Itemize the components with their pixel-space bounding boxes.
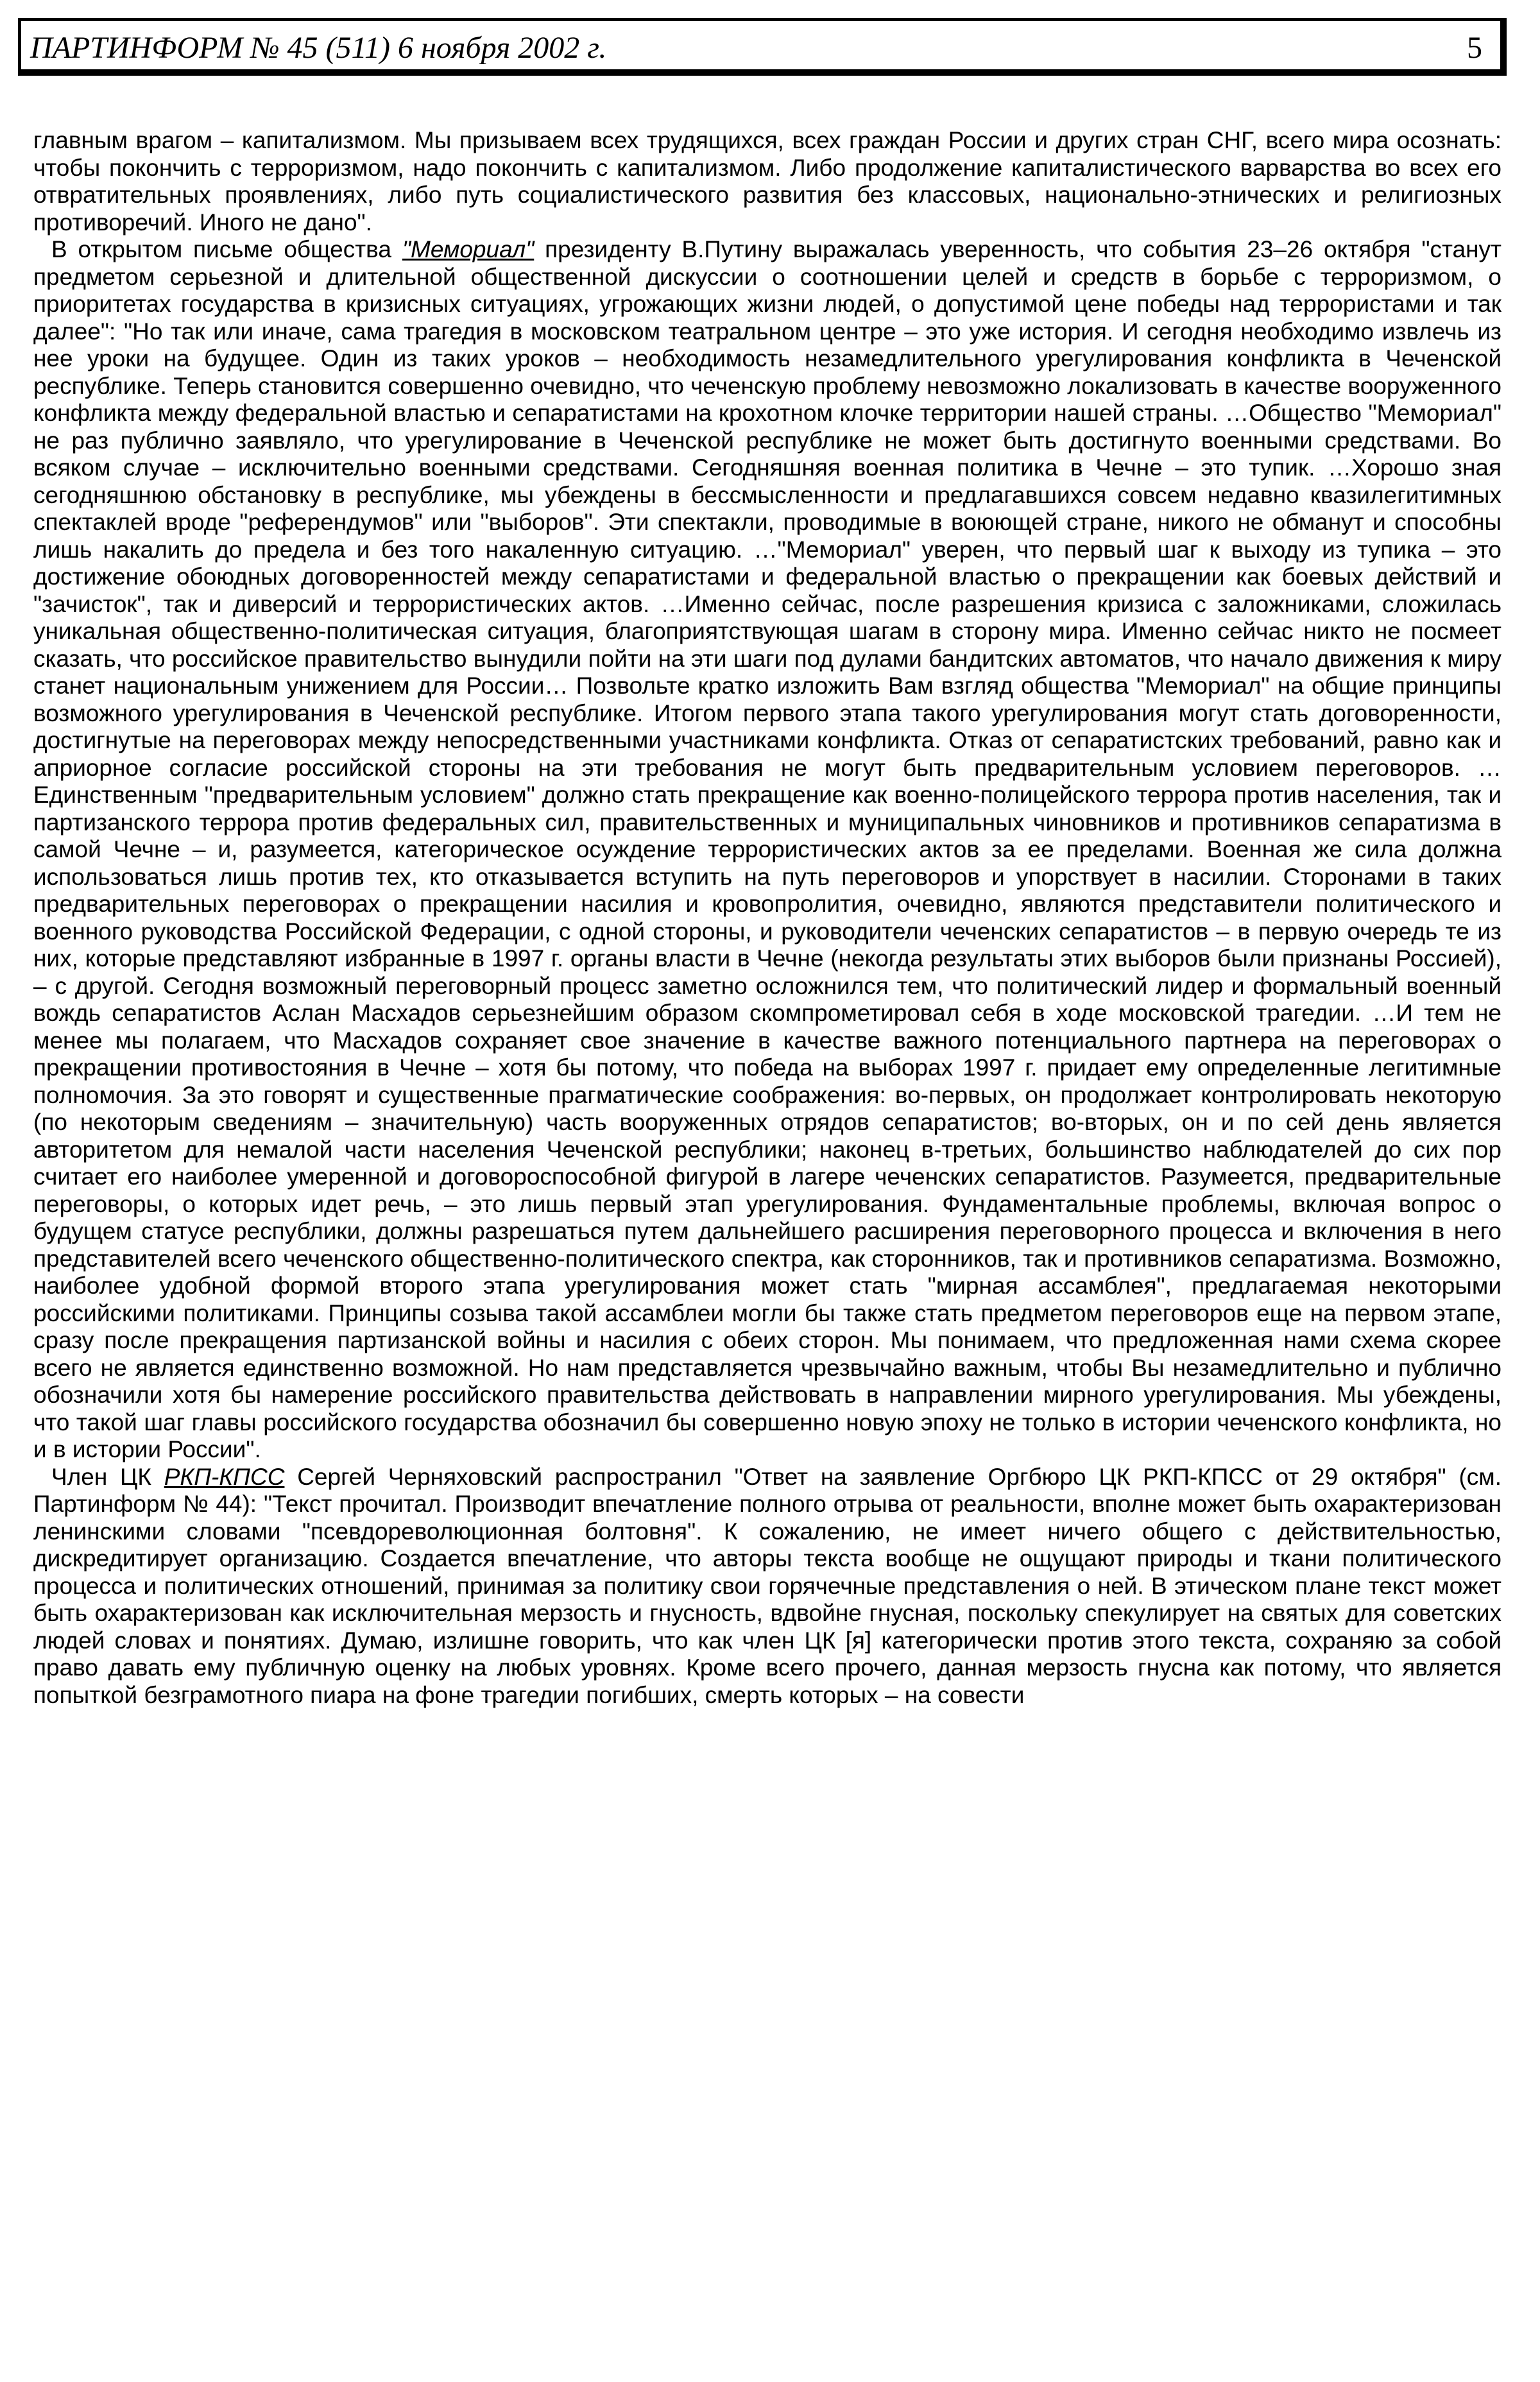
paragraph-1-text: главным врагом – капитализмом. Мы призываем всех трудящихся, всех граждан России и других стран СНГ, всего мира осознать: чтобы покончить с терроризмом, надо покончить с капитализмом. Либо продолжение капиталистического варварства во всех его отвратительных проявлениях, либо путь социалистического развития без классовых, национально-этнических и религиозных противоречий. Иного не дано". bbox=[33, 127, 1502, 236]
rkp-kpss-link[interactable]: РКП-КПСС bbox=[164, 1463, 285, 1490]
memorial-link[interactable]: "Мемориал" bbox=[402, 236, 535, 262]
article-body bbox=[33, 127, 1502, 1709]
page-number: 5 bbox=[1467, 31, 1482, 65]
paragraph-3-text: Сергей Черняховский распространил "Ответ на заявление Оргбюро ЦК РКП-КПСС от 29 октября" (см. Партинформ № 44): "Текст прочитал. Производит впечатление полного отрыва от реальности, вполне может быть охарактеризован ленинскими словами "псевдореволюционная болтовня". К сожалению, не имеет ничего общего с действительностью, дискредитирует организацию. Создается впечатление, что авторы текста вообще не ощущают природы и ткани политического процесса и политических отношений, принимая за политику свои горячечные представления о ней. В этическом плане текст может быть охарактеризован как исключительная мерзость и гнусность, вдвойне гнусная, поскольку спекулирует на святых для советских людей словах и понятиях. Думаю, излишне говорить, что как член ЦК [я] категорически против этого текста, сохраняю за собой право давать ему публичную оценку на любых уровнях. Кроме всего прочего, данная мерзость гнусна как потому, что является попыткой безграмотного пиара на фоне трагедии погибших, смерть которых – на совести bbox=[33, 1463, 1502, 1708]
paragraph-2 bbox=[33, 236, 1502, 1464]
paragraph-1 bbox=[33, 127, 1502, 236]
paragraph-3-lead: Член ЦК bbox=[51, 1463, 164, 1490]
paragraph-2-lead: В открытом письме общества bbox=[51, 236, 402, 262]
paragraph-3 bbox=[33, 1464, 1502, 1709]
page-header bbox=[18, 18, 1507, 76]
paragraph-2-text: президенту В.Путину выражалась уверенность, что события 23–26 октября "станут предметом серьезной и длительной общественной дискуссии о соотношении целей и средств в борьбе с терроризмом, о приоритетах государства в кризисных ситуациях, угрожающих жизни людей, о допустимой цене победы над террористами и так далее": "Но так или иначе, сама трагедия в московском театральном центре – это уже история. И сегодня необходимо извлечь из нее уроки на будущее. Один из таких уроков – необходимость незамедлительного урегулирования конфликта в Чеченской республике. Теперь становится совершенно очевидно, что чеченскую проблему невозможно локализовать в качестве вооруженного конфликта между федеральной властью и сепаратистами на крохотном клочке территории нашей страны. …Общество "Мемориал" не раз публично заявляло, что урегулирование в Чеченской республике не может быть достигнуто военными средствами. Во всяком случае – исключительно военными средствами. Сегодняшняя военная политика в Чечне – это тупик. …Хорошо зная сегодняшнюю обстановку в республике, мы убеждены в бессмысленности и предлагавшихся совсем недавно квазилегитимных спектаклей вроде "референдумов" или "выборов". Эти спектакли, проводимые в воюющей стране, никого не обманут и способны лишь накалить до предела и без того накаленную ситуацию. …"Мемориал" уверен, что первый шаг к выходу из тупика – это достижение обоюдных договоренностей между сепаратистами и федеральной властью о прекращении как боевых действий и "зачисток", так и диверсий и террористических актов. …Именно сейчас, после разрешения кризиса с заложниками, сложилась уникальная общественно-политическая ситуация, благоприятствующая шагам в сторону мира. Именно сейчас никто не посмеет сказать, что российское правительство вынудили пойти на эти шаги под дулами бандитских автоматов, что начало движения к миру станет национальным унижением для России… Позвольте кратко изложить Вам взгляд общества "Мемориал" на общие принципы возможного урегулирования в Чеченской республике. Итогом первого этапа такого урегулирования могут стать договоренности, достигнутые на переговорах между непосредственными участниками конфликта. Отказ от сепаратистских требований, равно как и априорное согласие российской стороны на эти требования не могут быть предварительным условием переговоров. …Единственным "предварительным условием" должно стать прекращение как военно-полицейского террора против населения, так и партизанского террора против федеральных сил, правительственных и муниципальных чиновников и противников сепаратизма в самой Чечне – и, разумеется, категорическое осуждение террористических актов за ее пределами. Военная же сила должна использоваться лишь против тех, кто отказывается вступить на путь переговоров и упорствует в насилии. Сторонами в таких предварительных переговорах о прекращении насилия и кровопролития, очевидно, являются представители политического и военного руководства Российской Федерации, с одной стороны, и руководители чеченских сепаратистов – в первую очередь те из них, которые представляют избранные в 1997 г. органы власти в Чечне (некогда результаты этих выборов были признаны Россией), – с другой. Сегодня возможный переговорный процесс заметно осложнился тем, что политический лидер и формальный военный вождь сепаратистов Аслан Масхадов серьезнейшим образом скомпрометировал себя в ходе московской трагедии. …И тем не менее мы полагаем, что Масхадов сохраняет свое значение в качестве важного потенциального партнера на переговорах о прекращении противостояния в Чечне – хотя бы потому, что победа на выборах 1997 г. придает ему определенные легитимные полномочия. За это говорят и существенные прагматические соображения: во-первых, он продолжает контролировать некоторую (по некоторым сведениям – значительную) часть вооруженных отрядов сепаратистов; во-вторых, он и по сей день является авторитетом для немалой части населения Чеченской республики; наконец в-третьих, большинство наблюдателей до сих пор считает его наиболее умеренной и договороспособной фигурой в лагере чеченских сепаратистов. Разумеется, предварительные переговоры, о которых идет речь, – это лишь первый этап урегулирования. Фундаментальные проблемы, включая вопрос о будущем статусе республики, должны разрешаться путем дальнейшего расширения переговорного процесса и включения в него представителей всего чеченского общественно-политического спектра, как сторонников, так и противников сепаратизма. Возможно, наиболее удобной формой второго этапа урегулирования может стать "мирная ассамблея", предлагаемая некоторыми российскими политиками. Принципы созыва такой ассамблеи могли бы также стать предметом переговоров еще на первом этапе, сразу после прекращения партизанской войны и насилия с обеих сторон. Мы понимаем, что предложенная нами схема скорее всего не является единственно возможной. Но нам представляется чрезвычайно важным, чтобы Вы незамедлительно и публично обозначили хотя бы намерение российского правительства действовать в направлении мирного урегулирования. Мы убеждены, что такой шаг главы российского государства обозначил бы совершенно новую эпоху не только в истории чеченского конфликта, но и в истории России". bbox=[33, 236, 1502, 1462]
publication-title: ПАРТИНФОРМ № 45 (511) 6 ноября 2002 г. bbox=[30, 31, 607, 65]
